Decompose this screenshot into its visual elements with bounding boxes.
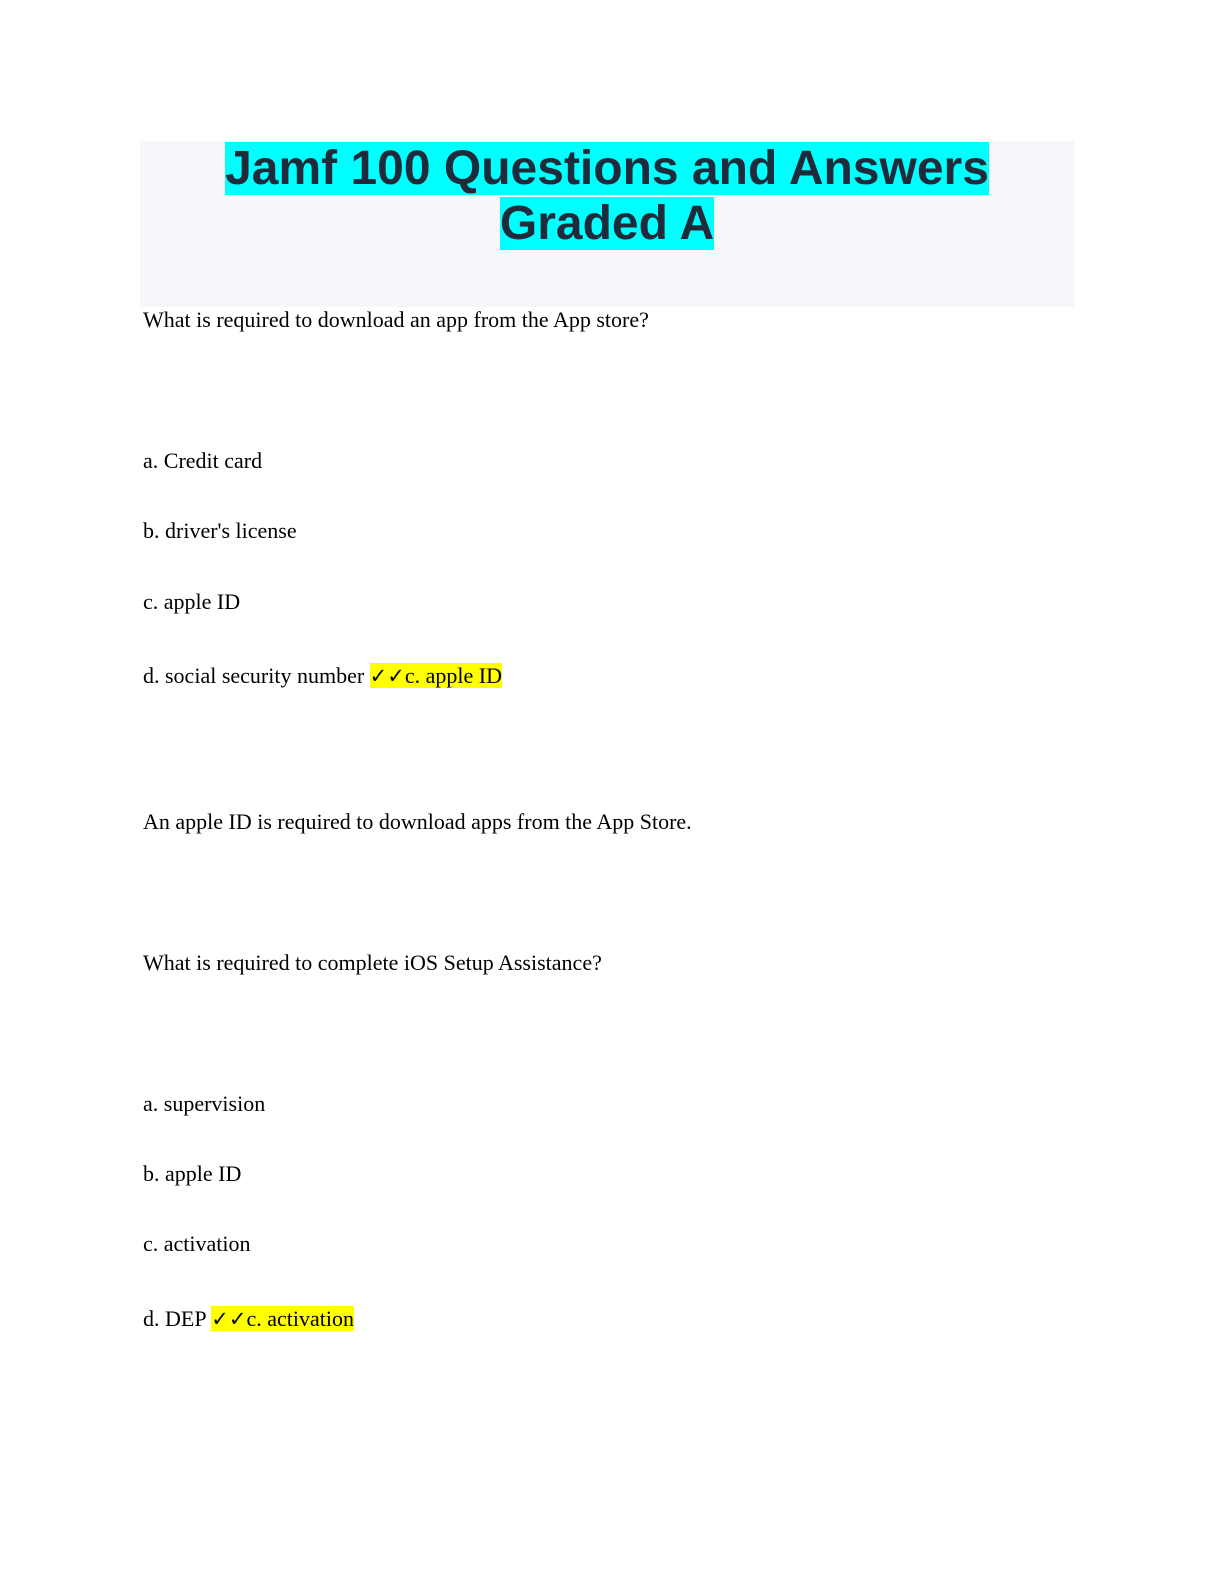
- question-2-option-d: d. DEP: [143, 1306, 206, 1331]
- question-2-option-c: c. activation: [143, 1231, 251, 1256]
- title-line-2: Graded A: [499, 197, 715, 250]
- question-2-answer-highlight: [211, 1306, 354, 1331]
- question-2: What is required to complete iOS Setup Assistance?: [143, 950, 602, 975]
- double-check-icon: ✓✓: [211, 1307, 247, 1331]
- question-1-option-d: d. social security number: [143, 663, 365, 688]
- question-1-option-d-row: [143, 662, 502, 690]
- question-1-option-a: a. Credit card: [143, 448, 263, 473]
- question-1-explanation: An apple ID is required to download apps from the App Store.: [143, 809, 692, 834]
- document-title: [140, 141, 1074, 251]
- question-1-answer-highlight: [370, 663, 502, 688]
- question-1: What is required to download an app from the App store?: [143, 307, 649, 332]
- question-2-option-b: b. apple ID: [143, 1161, 242, 1186]
- question-1-option-c: c. apple ID: [143, 589, 241, 614]
- question-2-answer: c. activation: [246, 1306, 354, 1331]
- question-2-option-a: a. supervision: [143, 1091, 266, 1116]
- double-check-icon: ✓✓: [369, 664, 405, 688]
- question-1-answer: c. apple ID: [404, 663, 502, 688]
- question-2-option-d-row: [143, 1305, 354, 1333]
- title-line-1: Jamf 100 Questions and Answers: [225, 142, 989, 195]
- question-1-option-b: b. driver's license: [143, 518, 297, 543]
